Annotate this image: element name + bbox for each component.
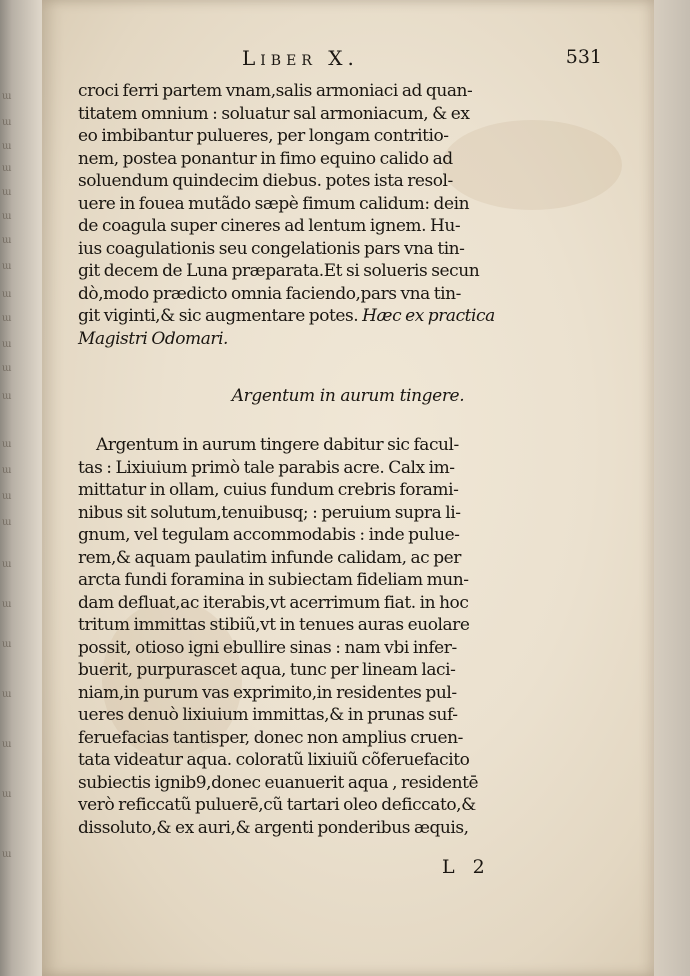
text-line [78, 305, 495, 328]
text-line: nibus sit solutum,tenuibusq; : peruium supra li- [78, 502, 461, 523]
bleed-mark: ɯ [2, 739, 12, 750]
text-line: arcta fundi foramina in subiectam fideliam mun- [78, 570, 469, 590]
signature-mark: L 2 [442, 856, 491, 878]
text-line-italic: Magistri Odomari. [78, 328, 229, 349]
bleed-mark: ɯ [2, 599, 12, 610]
section-heading: Argentum in aurum tingere. [231, 386, 465, 406]
bleed-mark: ɯ [2, 235, 12, 246]
bleed-mark: ɯ [2, 163, 12, 174]
text-line-italic: Hæc ex practica [362, 306, 495, 326]
bleed-mark: ɯ [2, 289, 12, 300]
running-title: Liber X. [242, 46, 359, 70]
bleed-mark: ɯ [2, 465, 12, 476]
bleed-mark: ɯ [2, 849, 12, 860]
text-line: git decem de Luna præparata.Et si solueris secun [78, 261, 480, 281]
text-line: titatem omnium : soluatur sal armoniacum, & ex [78, 103, 470, 124]
text-line-roman: git viginti,& sic augmentare potes. [78, 306, 359, 326]
text-line: feruefacias tantisper, donec non amplius cruen- [78, 727, 463, 748]
bleed-mark: ɯ [2, 117, 12, 128]
text-line: gnum, vel tegulam accommodabis : inde pulue- [78, 525, 460, 545]
bleed-mark: ɯ [2, 391, 12, 402]
page-number: 531 [565, 46, 602, 68]
bleed-mark: ɯ [2, 363, 12, 374]
text-line: verò reficcatũ puluerē,cũ tartari oleo deficcato,& [78, 795, 476, 815]
bleed-mark: ɯ [2, 339, 12, 350]
text-line: dò,modo prædicto omnia faciendo,pars vna tin- [78, 283, 461, 304]
text-line: tata videatur aqua. coloratũ lixiuiũ cõferuefacito [78, 750, 470, 770]
bleed-mark: ɯ [2, 187, 12, 198]
bleed-mark: ɯ [2, 517, 12, 528]
bleed-mark: ɯ [2, 211, 12, 222]
text-line: Argentum in aurum tingere dabitur sic facul- [96, 435, 459, 455]
bleed-mark: ɯ [2, 91, 12, 102]
bleed-mark: ɯ [2, 439, 12, 450]
text-line: eo imbibantur pulueres, per longam contritio- [78, 126, 449, 146]
bleed-mark: ɯ [2, 313, 12, 324]
text-line: dam defluat,ac iterabis,vt acerrimum fiat. in hoc [78, 592, 469, 613]
text-line: ius coagulationis seu congelationis pars vna tin- [78, 238, 465, 259]
bleed-mark: ɯ [2, 559, 12, 570]
book-page [42, 0, 654, 976]
text-line: tas : Lixiuium primò tale parabis acre. Calx im- [78, 457, 455, 478]
text-line: ueres denuò lixiuium immittas,& in prunas suf- [78, 705, 458, 725]
paragraph-2 [78, 434, 478, 839]
bleed-mark: ɯ [2, 261, 12, 272]
bleed-mark: ɯ [2, 789, 12, 800]
text-line: subiectis ignib9,donec euanuerit aqua , residentē [78, 772, 479, 793]
text-line: de coagula super cineres ad lentum ignem. Hu- [78, 216, 461, 236]
text-line: rem,& aquam paulatim infunde calidam, ac per [78, 547, 461, 568]
text-line: mittatur in ollam, cuius fundum crebris forami- [78, 480, 459, 500]
page-header [202, 46, 622, 72]
text-line: uere in fouea mutãdo sæpè fimum calidum: dein [78, 193, 470, 214]
paragraph-1 [78, 80, 495, 350]
text-line: buerit, purpurascet aqua, tunc per lineam laci- [78, 660, 456, 680]
text-line: possit, otioso igni ebullire sinas : nam vbi infer- [78, 637, 457, 658]
text-line: niam,in purum vas exprimito,in residentes pul- [78, 682, 457, 703]
text-line: dissoluto,& ex auri,& argenti ponderibus æquis, [78, 817, 469, 838]
text-line: croci ferri partem vnam,salis armoniaci ad quan- [78, 81, 473, 101]
bleed-mark: ɯ [2, 141, 12, 152]
bleed-mark: ɯ [2, 491, 12, 502]
bleed-mark: ɯ [2, 639, 12, 650]
text-line: tritum immittas stibiũ,vt in tenues auras euolare [78, 615, 470, 635]
text-line: soluendum quindecim diebus. potes ista resol- [78, 171, 453, 191]
text-line: nem, postea ponantur in fimo equino calido ad [78, 148, 453, 169]
bleed-mark: ɯ [2, 689, 12, 700]
